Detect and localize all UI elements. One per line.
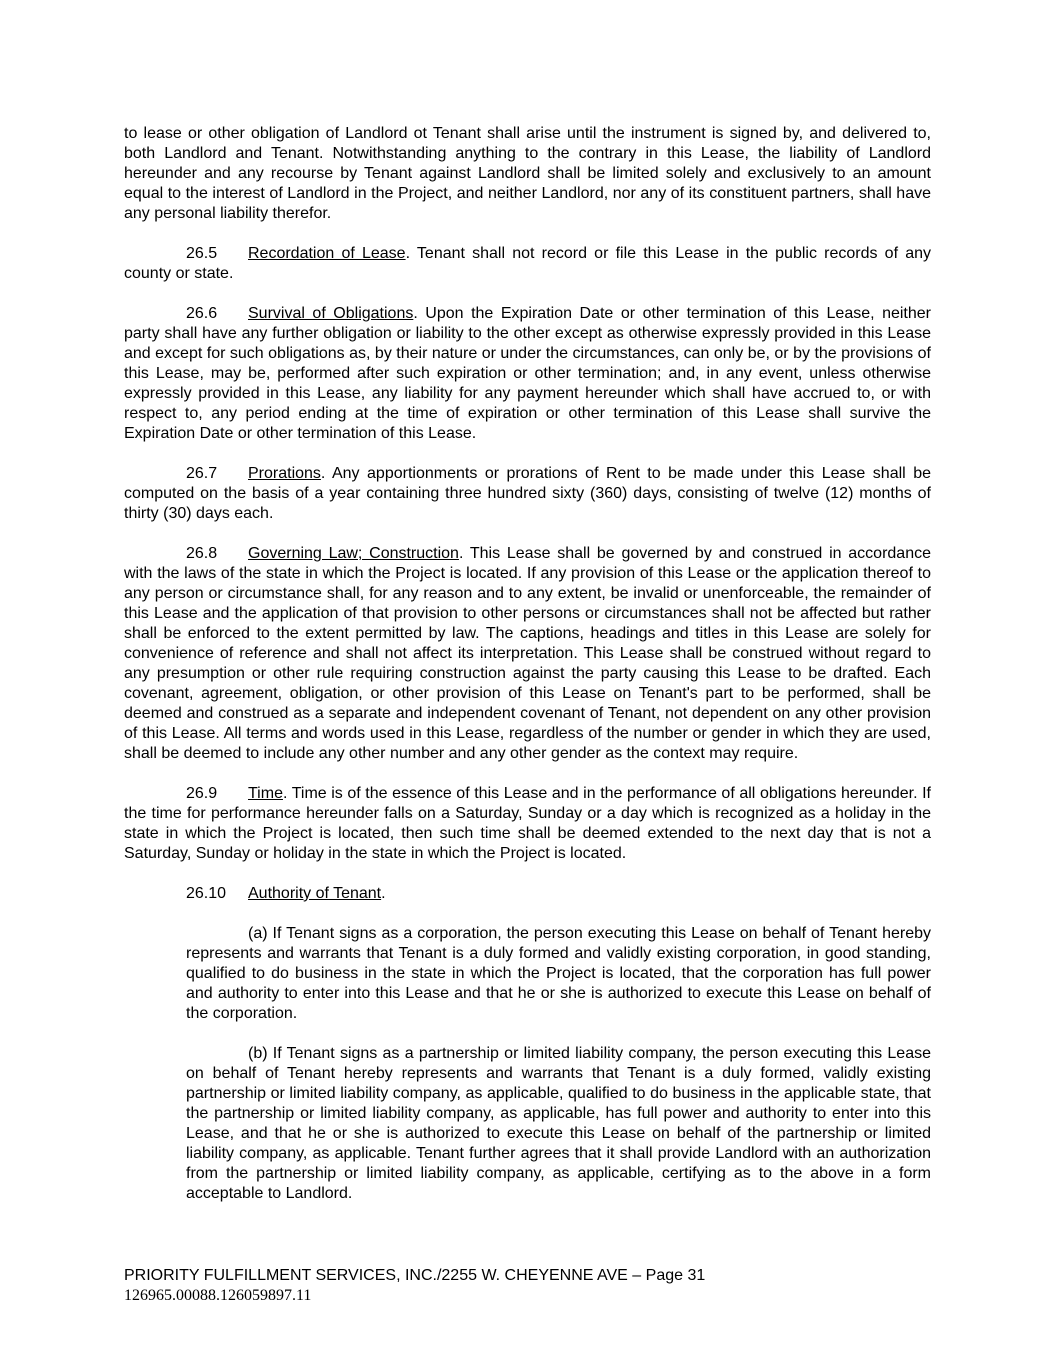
section-title: Recordation of Lease [248,245,406,262]
continued-paragraph: to lease or other obligation of Landlord ot Tenant shall arise until the instrument is signed by, and delivered to, both Landlord and Tenant. Notwithstanding anything to the contrary in this Lease, the liability of Landlord hereunder and any recourse by Tenant against Landlord shall be limited solely and exclusively to an amount equal to the interest of Landlord in the Project, and neither Landlord, nor any of its constituent partners, shall have any personal liability therefor. [124,125,931,222]
section-body: . This Lease shall be governed by and construed in accordance with the laws of the state in which the Project is located. If any provision of this Lease or the application thereof to any person or circumstance shall, for any reason and to any extent, be invalid or unenforceable, the remainder of this Lease and the application of that provision to other persons or circumstances shall not be affected but rather shall be enforced to the extent permitted by law. The captions, headings and titles in this Lease are solely for convenience of reference and shall not affect its interpretation. This Lease shall be construed without regard to any presumption or other rule requiring construction against the party causing this Lease to be drafted. Each covenant, agreement, obligation, or other provision of this Lease on Tenant's part to be performed, shall be deemed and construed as a separate and independent covenant of Tenant, not dependent on any other provision of this Lease. All terms and words used in this Lease, regardless of the number or gender in which they are used, shall be deemed to include any other number and any other gender as the context may require. [124,545,932,762]
section-number: 26.6 [186,305,218,322]
subsection-b: (b) If Tenant signs as a partnership or limited liability company, the person executing this Lease on behalf of Tenant hereby represents and warrants that Tenant is a duly formed, validly existing partnership or limited liability company, as applicable, qualified to do business in the applicable state, that the partnership or limited liability company, as applicable, has full power and authority to enter into this Lease, and that he or she is authorized to execute this Lease on behalf of the partnership or limited liability company, as applicable. Tenant further agrees that it shall provide Landlord with an authorization from the partnership or limited liability company, as applicable, certifying as to the above in a form acceptable to Landlord. [186,1045,931,1202]
section-number: 26.8 [186,545,218,562]
section-title: Authority of Tenant [248,885,382,902]
section-number: 26.5 [186,245,218,262]
footer-title: PRIORITY FULFILLMENT SERVICES, INC./2255 W. CHEYENNE AVE – Page 31 [124,1267,706,1284]
section-26-9 [124,784,931,864]
section-body: . [381,885,386,902]
subsection-a: (a) If Tenant signs as a corporation, the person executing this Lease on behalf of Tenant hereby represents and warrants that Tenant is a duly formed and validly existing corporation, in good standing, qualified to do business in the state in which the Project is located, that the corporation has full power and authority to enter into this Lease and that he or she is authorized to execute this Lease on behalf of the corporation. [186,925,931,1022]
section-26-6 [124,304,931,444]
section-body: . Any apportionments or prorations of Rent to be made under this Lease shall be computed on the basis of a year containing three hundred sixty (360) days, consisting of twelve (12) months of thirty (30) days each. [124,465,931,522]
section-title: Time [248,785,283,802]
section-title: Survival of Obligations [248,305,414,322]
section-26-7 [124,464,931,524]
section-body: . Tenant shall not record or file this Lease in the public records of any county or state. [124,245,931,282]
section-number: 26.7 [186,465,218,482]
section-body: . Time is of the essence of this Lease and in the performance of all obligations hereunder. If the time for performance hereunder falls on a Saturday, Sunday or a day which is recognized as a holiday in the state in which the Project is located, then such time shall be deemed extended to the next day that is not a Saturday, Sunday or holiday in the state in which the Project is located. [124,785,931,862]
section-title: Governing Law; Construction [248,545,459,562]
section-26-10 [186,884,931,904]
footer-document-id: 126965.00088.126059897.11 [124,1287,312,1304]
section-body: . Upon the Expiration Date or other termination of this Lease, neither party shall have any further obligation or liability to the other except as otherwise expressly provided in this Lease and except for such obligations as, by their nature or under the circumstances, can only be, or by the provisions of this Lease, may be, performed after such expiration or other termination; and, in any event, unless otherwise expressly provided in this Lease, any liability for any payment hereunder which shall have accrued to, or with respect to, any period ending at the time of expiration or other termination of this Lease shall survive the Expiration Date or other termination of this Lease. [124,305,932,442]
section-26-8 [124,544,931,764]
section-title: Prorations [248,465,321,482]
section-26-5 [124,244,931,284]
document-page [124,124,931,1224]
section-number: 26.9 [186,785,218,802]
section-number: 26.10 [186,885,227,902]
page-footer [124,1266,705,1306]
